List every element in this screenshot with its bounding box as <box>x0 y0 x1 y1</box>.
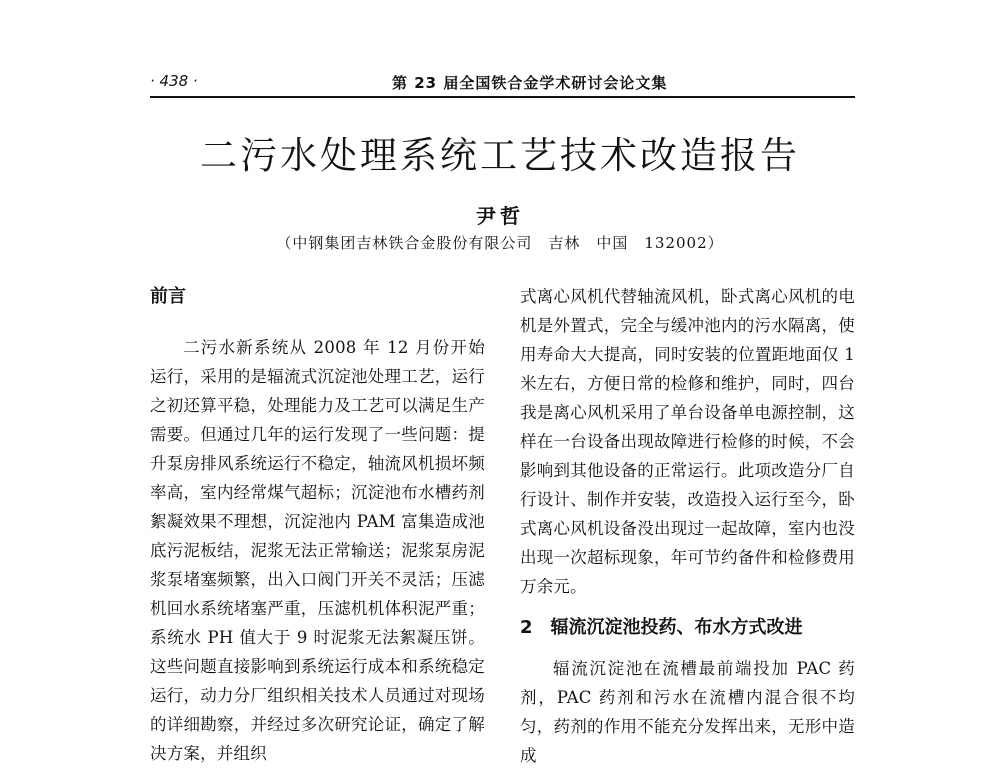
preface-heading: 前言 <box>150 286 186 307</box>
running-header <box>150 72 855 94</box>
proceedings-title: 第 23 届全国铁合金学术研讨会论文集 <box>392 74 668 92</box>
section-2-heading: 2 辐流沉淀池投药、布水方式改进 <box>520 617 803 638</box>
header-rule <box>150 96 855 98</box>
author-affiliation: （中钢集团吉林铁合金股份有限公司 吉林 中国 132002） <box>276 234 724 252</box>
author-name: 尹哲 <box>476 204 524 228</box>
right-paragraph-2: 辐流沉淀池在流槽最前端投加 PAC 药剂，PAC 药剂和污水在流槽内混合很不均匀，药剂的作用不能充分发挥出来，无形中造成 <box>520 659 855 765</box>
paper-title: 二污水处理系统工艺技术改造报告 <box>200 134 800 177</box>
left-column <box>150 282 485 768</box>
right-paragraph-1: 式离心风机代替轴流风机，卧式离心风机的电机是外置式，完全与缓冲池内的污水隔离，使用寿命大大提高，同时安装的位置距地面仅 1 米左右，方便日常的检修和维护，同时，四台我是离心风机采用了单台设备单电源控制，这样在一台设备出现故障进行检修的时候，不会影响到其他设备的正常运行。此项改造分厂自行设计、制作并安装，改造投入运行至今，卧式离心风机设备没出现过一起故障，室内也没出现一次超标现象，年可节约备件和检修费用万余元。 <box>520 287 855 596</box>
preface-paragraph: 二污水新系统从 2008 年 12 月份开始运行，采用的是辐流式沉淀池处理工艺，运行之初还算平稳，处理能力及工艺可以满足生产需要。但通过几年的运行发现了一些问题：提升泵房排风系统运行不稳定，轴流风机损坏频率高，室内经常煤气超标；沉淀池布水槽药剂絮凝效果不理想，沉淀池内 PAM 富集造成池底污泥板结，泥浆无法正常输送；泥浆泵房泥浆泵堵塞频繁，出入口阀门开关不灵活；压滤机回水系统堵塞严重，压滤机机体积泥严重；系统水 PH 值大于 9 时泥浆无法絮凝压饼。这些问题直接影响到系统运行成本和系统稳定运行，动力分厂组织相关技术人员通过对现场的详细勘察，并经过多次研究论证，确定了解决方案，并组织 <box>150 338 485 763</box>
page-number: · 438 · <box>150 72 198 90</box>
right-column <box>520 282 855 770</box>
